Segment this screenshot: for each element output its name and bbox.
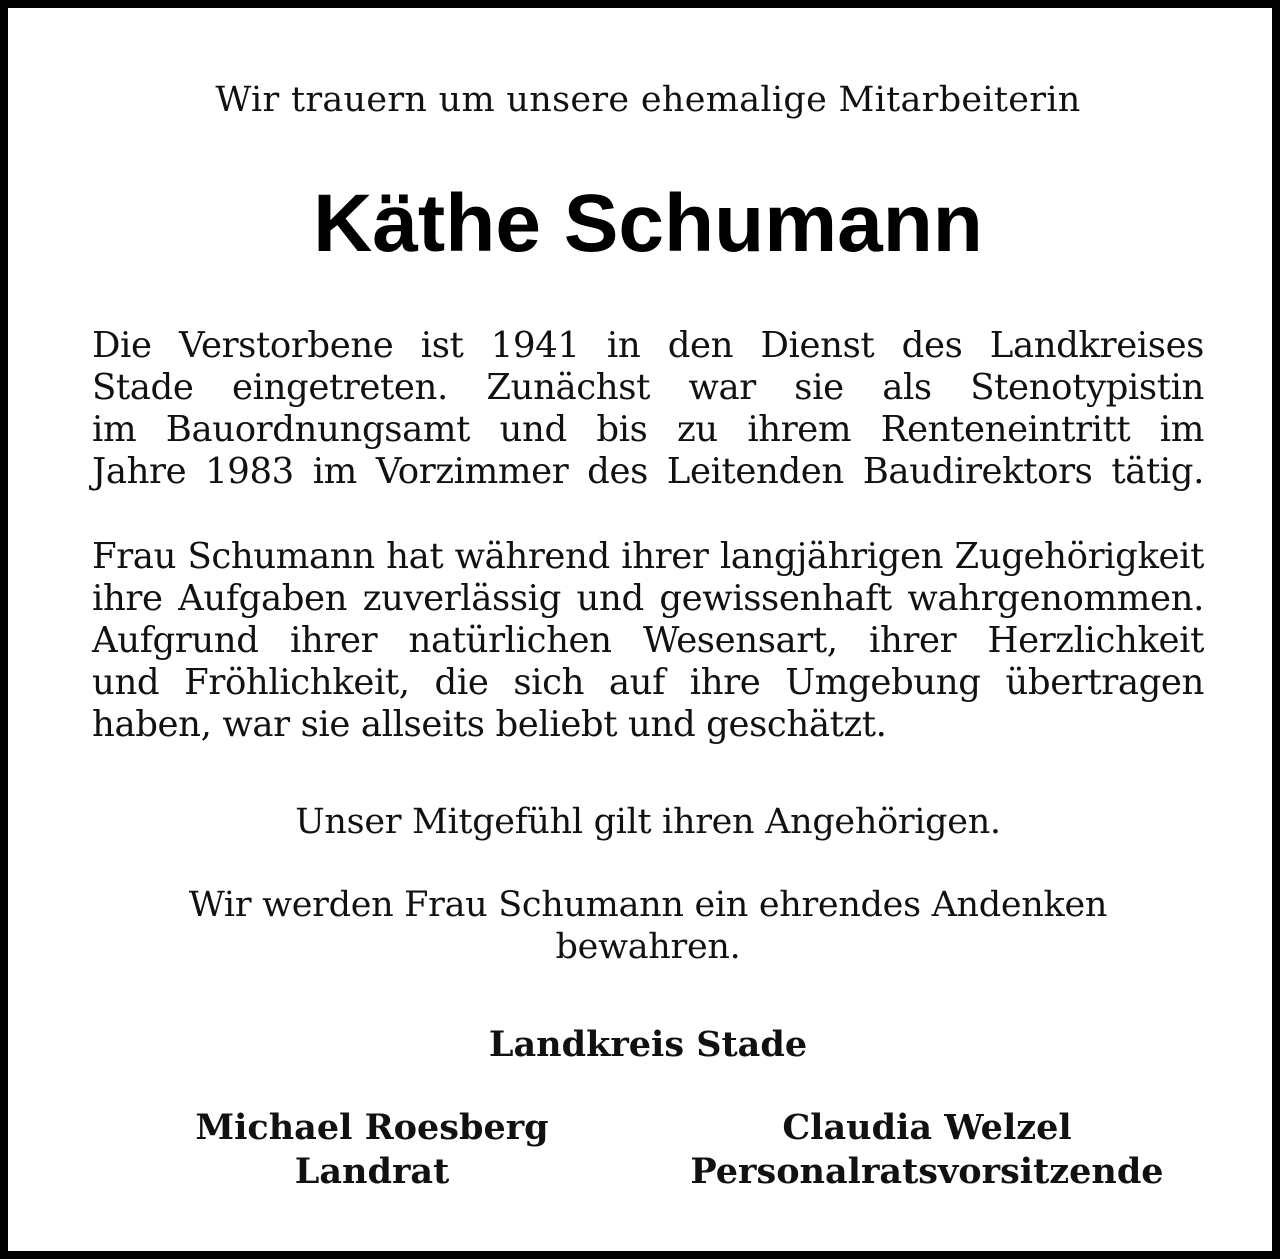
deceased-name: Käthe Schumann <box>313 178 983 269</box>
signer-name: Claudia Welzel <box>782 1107 1072 1148</box>
intro-line: Wir trauern um unsere ehemalige Mitarbeiterin <box>215 80 1081 120</box>
signer-right <box>667 1106 1187 1194</box>
memory-line: bewahren. <box>555 927 741 967</box>
signer-role: Landrat <box>294 1151 450 1192</box>
paragraph-character <box>92 536 1204 746</box>
signer-left <box>142 1106 602 1194</box>
signer-role: Personalratsvorsitzende <box>690 1151 1164 1192</box>
paragraph-line: und Fröhlichkeit, die sich auf ihre Umgebung übertragen <box>92 662 1204 703</box>
paragraph-line: im Bauordnungsamt und bis zu ihrem Renteneintritt im <box>92 409 1204 450</box>
organization-name: Landkreis Stade <box>488 1024 808 1065</box>
paragraph-line: Stade eingetreten. Zunächst war sie als Stenotypistin <box>92 367 1204 408</box>
paragraph-line: ihre Aufgaben zuverlässig und gewissenhaft wahrgenommen. <box>92 578 1204 619</box>
memory-line: Wir werden Frau Schumann ein ehrendes Andenken <box>188 885 1108 925</box>
paragraph-line: Frau Schumann hat während ihrer langjährigen Zugehörigkeit <box>92 536 1204 577</box>
paragraph-line: Aufgrund ihrer natürlichen Wesensart, ihrer Herzlichkeit <box>92 620 1204 661</box>
memory-lines <box>92 884 1204 968</box>
signer-name: Michael Roesberg <box>195 1107 549 1148</box>
condolence-line: Unser Mitgefühl gilt ihren Angehörigen. <box>295 802 1001 842</box>
paragraph-line: haben, war sie allseits beliebt und geschätzt. <box>92 704 887 745</box>
paragraph-line: Die Verstorbene ist 1941 in den Dienst des Landkreises <box>92 325 1204 366</box>
paragraph-line: Jahre 1983 im Vorzimmer des Leitenden Baudirektors tätig. <box>92 451 1204 492</box>
paragraph-service <box>92 325 1204 493</box>
